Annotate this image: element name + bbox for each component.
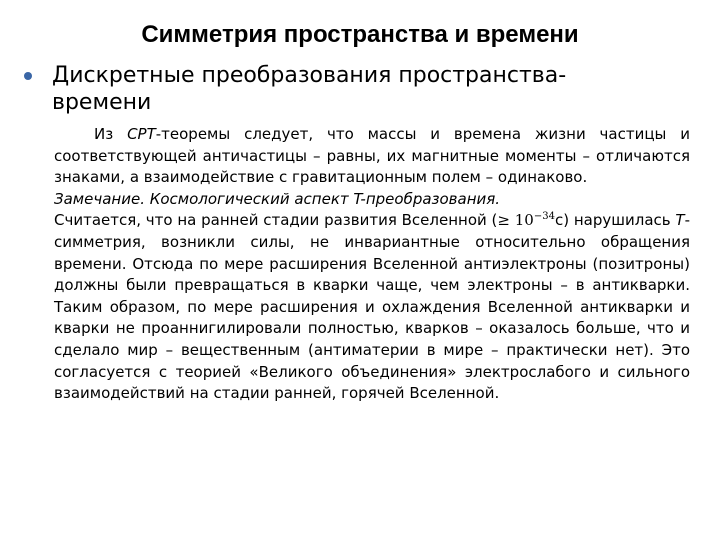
para1-text-a: Из (94, 125, 128, 143)
time-unit: с) (554, 211, 570, 230)
bullet-dot-icon (24, 72, 32, 80)
body-text (54, 124, 690, 405)
time-exponent: −34 (533, 211, 555, 223)
note-heading: Замечание. Космологический аспект T-преобразования. (54, 189, 501, 208)
paragraph-cpt (54, 124, 690, 189)
para2-text-c: -симметрия, возникли силы, не инвариантные относительно обращения времени. Отсюда по мере расширения Вселенной антиэлектроны (позитроны) должны были превращаться в кварки чаще, чем электроны – в антикварки. Таким образом, по мере расширения и охлаждения Вселенной антикварки и кварки не проаннигилировали полностью, кварков – оказалось больше, что и сделало мир – вещественным (антиматерии в мире – практически нет). Это согласуется с теорией «Великого объединения» электрослабого и сильного взаимодействий на стадии ранней, горячей Вселенной. (54, 211, 690, 403)
para2-text-b: нарушилась (569, 211, 676, 230)
para1-text-b: -теоремы следует, что массы и времена жизни частицы и соответствующей античастицы – равны, их магнитные моменты – отличаются знаками, а взаимодействие с гравитационным полем – одинаково. (54, 125, 691, 187)
t-symmetry-term: T (675, 211, 685, 230)
para2-text-a: Считается, что на ранней стадии развития Вселенной ( (54, 211, 498, 230)
bullet-text: Дискретные преобразования пространства-времени (52, 63, 567, 115)
slide-title: Симметрия пространства и времени (141, 21, 579, 48)
cpt-term: CPT (127, 125, 156, 143)
paragraph-cosmology (54, 210, 690, 404)
time-bound: ≥ 10 (497, 211, 534, 230)
